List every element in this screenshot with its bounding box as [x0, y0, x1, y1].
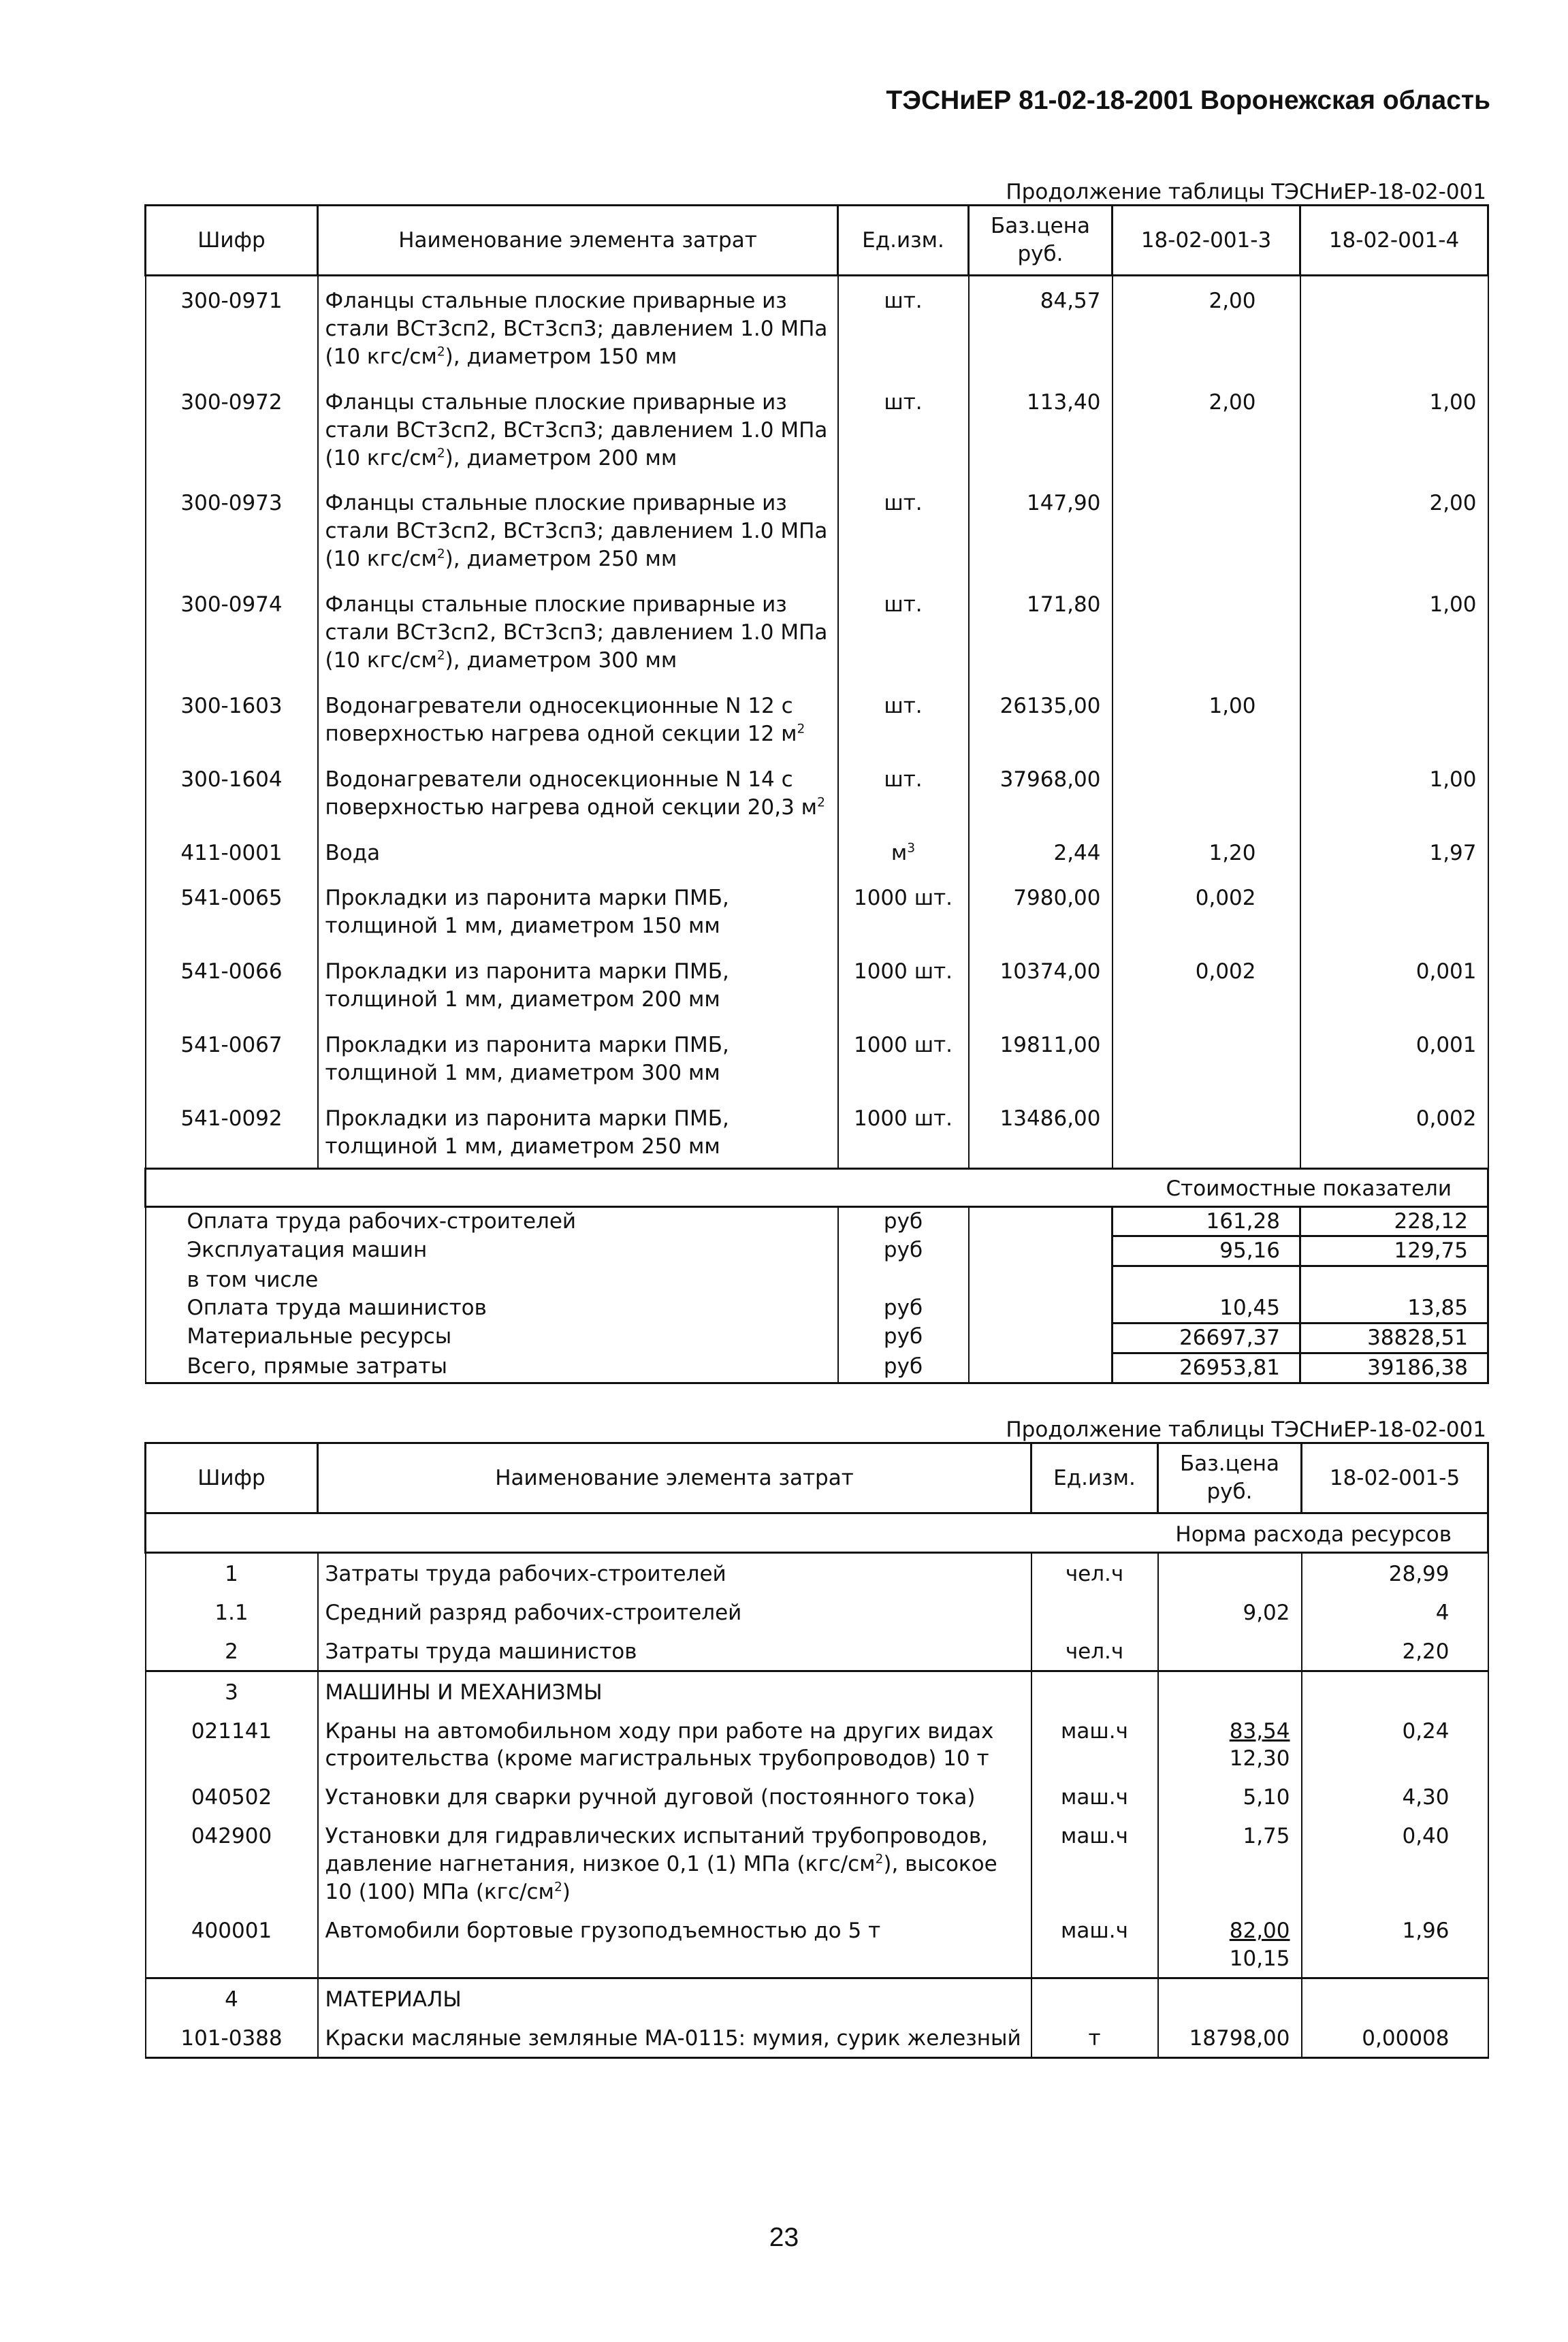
row-code: 541-0066	[146, 947, 318, 1021]
row-price: 7980,00	[969, 873, 1113, 947]
row-unit	[1031, 1671, 1158, 1710]
row-price: 147,90	[969, 479, 1113, 580]
summary-empty-cell	[969, 1323, 1113, 1353]
row-value-col1: 0,002	[1113, 873, 1300, 947]
summary-value-col2: 38828,51	[1300, 1323, 1488, 1353]
summary-empty-cell	[969, 1266, 1113, 1294]
summary-empty-cell	[969, 1206, 1113, 1236]
table-row	[146, 1094, 1488, 1168]
row-name: Затраты труда машинистов	[318, 1631, 1031, 1671]
header-col-18-02-001-5: 18-02-001-5	[1302, 1443, 1488, 1513]
price-value: 9,02	[1243, 1600, 1290, 1625]
row-code: 1.1	[146, 1592, 318, 1631]
row-name: Фланцы стальные плоские приварные из стали ВСт3сп2, ВСт3сп3; давлением 1.0 МПа (10 кгс/$см^2$), диаметром 200 мм	[318, 378, 838, 479]
price-machinist-value: 12,30	[1229, 1746, 1290, 1771]
row-code: 1	[146, 1552, 318, 1592]
summary-unit: руб	[838, 1294, 969, 1323]
row-value-col2: 0,002	[1300, 1094, 1488, 1168]
row-unit: 1000 шт.	[838, 1094, 969, 1168]
row-code: 541-0067	[146, 1021, 318, 1094]
summary-value-col1: 10,45	[1113, 1294, 1300, 1323]
table-row	[146, 1021, 1488, 1094]
row-name: Установки для сварки ручной дуговой (постоянного тока)	[318, 1777, 1031, 1816]
header-price: Баз.цена руб.	[1158, 1443, 1302, 1513]
summary-row	[146, 1266, 1488, 1294]
summary-label: Эксплуатация машин	[146, 1236, 838, 1266]
row-code: 2	[146, 1631, 318, 1671]
summary-row	[146, 1294, 1488, 1323]
row-code: 541-0092	[146, 1094, 318, 1168]
row-unit: маш.ч	[1031, 1711, 1158, 1778]
header-code: Шифр	[146, 1443, 318, 1513]
table-row	[146, 755, 1488, 829]
row-code: 300-1603	[146, 681, 318, 755]
header-unit: Ед.изм.	[838, 206, 969, 276]
table-row	[146, 1777, 1488, 1816]
row-value-col1	[1113, 755, 1300, 829]
row-name: Фланцы стальные плоские приварные из стали ВСт3сп2, ВСт3сп3; давлением 1.0 МПа (10 кгс/$см^2$), диаметром 150 мм	[318, 276, 838, 378]
section-row	[146, 1978, 1488, 2017]
table-row	[146, 276, 1488, 378]
header-code: Шифр	[146, 206, 318, 276]
row-code: 300-0973	[146, 479, 318, 580]
row-value-col1: 4,30	[1302, 1777, 1488, 1816]
row-value-col1: 28,99	[1302, 1552, 1488, 1592]
table-row	[146, 479, 1488, 580]
summary-empty-cell	[969, 1294, 1113, 1323]
summary-value-col2: 129,75	[1300, 1236, 1488, 1266]
row-unit: маш.ч	[1031, 1910, 1158, 1978]
resource-table-1	[144, 204, 1489, 1384]
row-value-col1	[1113, 580, 1300, 681]
price-value: 82,00	[1229, 1918, 1290, 1943]
table-row	[146, 947, 1488, 1021]
summary-unit: руб	[838, 1236, 969, 1266]
row-code: 541-0065	[146, 873, 318, 947]
row-value-col1: 2,00	[1113, 378, 1300, 479]
summary-unit: руб	[838, 1353, 969, 1383]
row-name: Вода	[318, 829, 838, 874]
summary-value-col1	[1113, 1266, 1300, 1294]
header-price: Баз.цена руб.	[969, 206, 1113, 276]
row-price	[1158, 1552, 1302, 1592]
document-title: ТЭСНиЕР 81-02-18-2001 Воронежская область	[886, 86, 1490, 115]
row-value-col1	[1113, 1094, 1300, 1168]
row-unit: 1000 шт.	[838, 947, 969, 1021]
row-price: 37968,00	[969, 755, 1113, 829]
row-price: 13486,00	[969, 1094, 1113, 1168]
row-value-col1	[1113, 1021, 1300, 1094]
summary-row	[146, 1206, 1488, 1236]
summary-value-col1: 161,28	[1113, 1206, 1300, 1236]
summary-row	[146, 1323, 1488, 1353]
table2-continuation-caption: Продолжение таблицы ТЭСНиЕР-18-02-001	[1006, 1417, 1486, 1442]
row-value-col2	[1300, 276, 1488, 378]
table-row	[146, 580, 1488, 681]
row-unit: маш.ч	[1031, 1816, 1158, 1910]
row-value-col1: 0,002	[1113, 947, 1300, 1021]
row-code: 040502	[146, 1777, 318, 1816]
page-number: 23	[769, 2223, 799, 2252]
row-price	[1158, 1592, 1302, 1631]
row-price	[1158, 1978, 1302, 2017]
summary-label: Всего, прямые затраты	[146, 1353, 838, 1383]
row-value-col2: 1,00	[1300, 755, 1488, 829]
cost-heading: Стоимостные показатели	[146, 1168, 1488, 1206]
row-code: 300-0974	[146, 580, 318, 681]
summary-empty-cell	[969, 1353, 1113, 1383]
row-unit: шт.	[838, 681, 969, 755]
row-value-col2	[1300, 681, 1488, 755]
row-unit	[1031, 1592, 1158, 1631]
row-unit	[1031, 1978, 1158, 2017]
row-value-col2: 0,001	[1300, 1021, 1488, 1094]
summary-row	[146, 1353, 1488, 1383]
row-unit: шт.	[838, 479, 969, 580]
row-price: 113,40	[969, 378, 1113, 479]
summary-unit: руб	[838, 1206, 969, 1236]
row-value-col1: 2,00	[1113, 276, 1300, 378]
row-code: 4	[146, 1978, 318, 2017]
table-row	[146, 1592, 1488, 1631]
row-unit: 1000 шт.	[838, 1021, 969, 1094]
summary-value-col1: 26697,37	[1113, 1323, 1300, 1353]
header-name: Наименование элемента затрат	[318, 206, 838, 276]
row-price	[1158, 1671, 1302, 1710]
row-code: 400001	[146, 1910, 318, 1978]
row-name: Прокладки из паронита марки ПМБ, толщиной 1 мм, диаметром 250 мм	[318, 1094, 838, 1168]
resource-table-2	[144, 1442, 1489, 2059]
row-name: Автомобили бортовые грузоподъемностью до 5 т	[318, 1910, 1031, 1978]
row-price: 26135,00	[969, 681, 1113, 755]
row-price	[1158, 2018, 1302, 2057]
table1-continuation-caption: Продолжение таблицы ТЭСНиЕР-18-02-001	[1006, 180, 1486, 204]
row-unit: 1000 шт.	[838, 873, 969, 947]
price-value: 18798,00	[1189, 2025, 1290, 2051]
row-code: 101-0388	[146, 2018, 318, 2057]
row-name: Прокладки из паронита марки ПМБ, толщиной 1 мм, диаметром 300 мм	[318, 1021, 838, 1094]
row-unit: т	[1031, 2018, 1158, 2057]
price-value: 83,54	[1229, 1718, 1290, 1744]
norm-heading-row	[146, 1513, 1488, 1553]
table-row	[146, 378, 1488, 479]
cost-heading-row	[146, 1168, 1488, 1206]
row-price	[1158, 1816, 1302, 1910]
summary-value-col1: 95,16	[1113, 1236, 1300, 1266]
price-machinist-value: 10,15	[1229, 1946, 1290, 1971]
header-col-18-02-001-3: 18-02-001-3	[1113, 206, 1300, 276]
summary-unit	[838, 1266, 969, 1294]
summary-value-col2: 13,85	[1300, 1294, 1488, 1323]
row-name: Фланцы стальные плоские приварные из стали ВСт3сп2, ВСт3сп3; давлением 1.0 МПа (10 кгс/$см^2$), диаметром 250 мм	[318, 479, 838, 580]
table-row	[146, 1552, 1488, 1592]
row-value-col2: 0,001	[1300, 947, 1488, 1021]
summary-row	[146, 1236, 1488, 1266]
row-price: 19811,00	[969, 1021, 1113, 1094]
summary-value-col2	[1300, 1266, 1488, 1294]
summary-value-col2: 228,12	[1300, 1206, 1488, 1236]
row-name: Водонагреватели односекционные N 12 с поверхностью нагрева одной секции 12 $м^2$	[318, 681, 838, 755]
summary-label: Оплата труда рабочих-строителей	[146, 1206, 838, 1236]
table-row	[146, 1631, 1488, 1671]
summary-unit: руб	[838, 1323, 969, 1353]
row-name: Затраты труда рабочих-строителей	[318, 1552, 1031, 1592]
row-name: Прокладки из паронита марки ПМБ, толщиной 1 мм, диаметром 200 мм	[318, 947, 838, 1021]
price-value: 5,10	[1243, 1785, 1290, 1810]
row-value-col1	[1302, 1978, 1488, 2017]
row-value-col1	[1113, 479, 1300, 580]
row-name: Прокладки из паронита марки ПМБ, толщиной 1 мм, диаметром 150 мм	[318, 873, 838, 947]
row-unit: шт.	[838, 580, 969, 681]
summary-value-col1: 26953,81	[1113, 1353, 1300, 1383]
row-value-col1: 1,00	[1113, 681, 1300, 755]
row-value-col1	[1302, 1671, 1488, 1710]
row-unit: шт.	[838, 276, 969, 378]
row-unit: чел.ч	[1031, 1552, 1158, 1592]
row-price	[1158, 1777, 1302, 1816]
section-row	[146, 1671, 1488, 1710]
row-name: МАШИНЫ И МЕХАНИЗМЫ	[318, 1671, 1031, 1710]
table-row	[146, 829, 1488, 874]
row-name: Краны на автомобильном ходу при работе на других видах строительства (кроме магистральных трубопроводов) 10 т	[318, 1711, 1031, 1778]
row-name: Установки для гидравлических испытаний трубопроводов, давление нагнетания, низкое 0,1 (1) МПа $(кгс/см^2)$, высокое 10 (100) МПа $(кгс/см^2)$	[318, 1816, 1031, 1910]
summary-label: Оплата труда машинистов	[146, 1294, 838, 1323]
table-row	[146, 1910, 1488, 1978]
row-price	[1158, 1910, 1302, 1978]
row-code: 3	[146, 1671, 318, 1710]
table-row	[146, 681, 1488, 755]
summary-label: Материальные ресурсы	[146, 1323, 838, 1353]
row-code: 300-1604	[146, 755, 318, 829]
row-price: 84,57	[969, 276, 1113, 378]
row-code: 300-0972	[146, 378, 318, 479]
header-col-18-02-001-4: 18-02-001-4	[1300, 206, 1488, 276]
table-row	[146, 2018, 1488, 2057]
row-value-col1: 0,24	[1302, 1711, 1488, 1778]
row-unit: чел.ч	[1031, 1631, 1158, 1671]
row-unit: маш.ч	[1031, 1777, 1158, 1816]
row-value-col2: 2,00	[1300, 479, 1488, 580]
row-code: 300-0971	[146, 276, 318, 378]
row-code: 411-0001	[146, 829, 318, 874]
norm-heading: Норма расхода ресурсов	[146, 1513, 1488, 1553]
row-name: Фланцы стальные плоские приварные из стали ВСт3сп2, ВСт3сп3; давлением 1.0 МПа (10 кгс/$см^2$), диаметром 300 мм	[318, 580, 838, 681]
row-price	[1158, 1711, 1302, 1778]
row-value-col1: 0,00008	[1302, 2018, 1488, 2057]
row-unit: шт.	[838, 755, 969, 829]
row-value-col1: 2,20	[1302, 1631, 1488, 1671]
row-value-col2	[1300, 873, 1488, 947]
row-name: МАТЕРИАЛЫ	[318, 1978, 1031, 2017]
row-value-col1: 1,96	[1302, 1910, 1488, 1978]
row-price: 2,44	[969, 829, 1113, 874]
row-value-col2: 1,97	[1300, 829, 1488, 874]
summary-label: в том числе	[146, 1266, 838, 1294]
row-unit: $м^3$	[838, 829, 969, 874]
table-row	[146, 1816, 1488, 1910]
row-price: 171,80	[969, 580, 1113, 681]
row-value-col2: 1,00	[1300, 580, 1488, 681]
header-unit: Ед.изм.	[1031, 1443, 1158, 1513]
row-name: Средний разряд рабочих-строителей	[318, 1592, 1031, 1631]
row-price	[1158, 1631, 1302, 1671]
summary-empty-cell	[969, 1236, 1113, 1266]
row-value-col1: 0,40	[1302, 1816, 1488, 1910]
table-row	[146, 873, 1488, 947]
table-row	[146, 1711, 1488, 1778]
row-code: 021141	[146, 1711, 318, 1778]
summary-value-col2: 39186,38	[1300, 1353, 1488, 1383]
row-code: 042900	[146, 1816, 318, 1910]
price-value: 1,75	[1243, 1824, 1290, 1849]
row-value-col2: 1,00	[1300, 378, 1488, 479]
row-unit: шт.	[838, 378, 969, 479]
row-value-col1: 1,20	[1113, 829, 1300, 874]
row-name: Краски масляные земляные МА-0115: мумия, сурик железный	[318, 2018, 1031, 2057]
row-name: Водонагреватели односекционные N 14 с поверхностью нагрева одной секции 20,3 $м^2$	[318, 755, 838, 829]
row-price: 10374,00	[969, 947, 1113, 1021]
header-name: Наименование элемента затрат	[318, 1443, 1031, 1513]
row-value-col1: 4	[1302, 1592, 1488, 1631]
